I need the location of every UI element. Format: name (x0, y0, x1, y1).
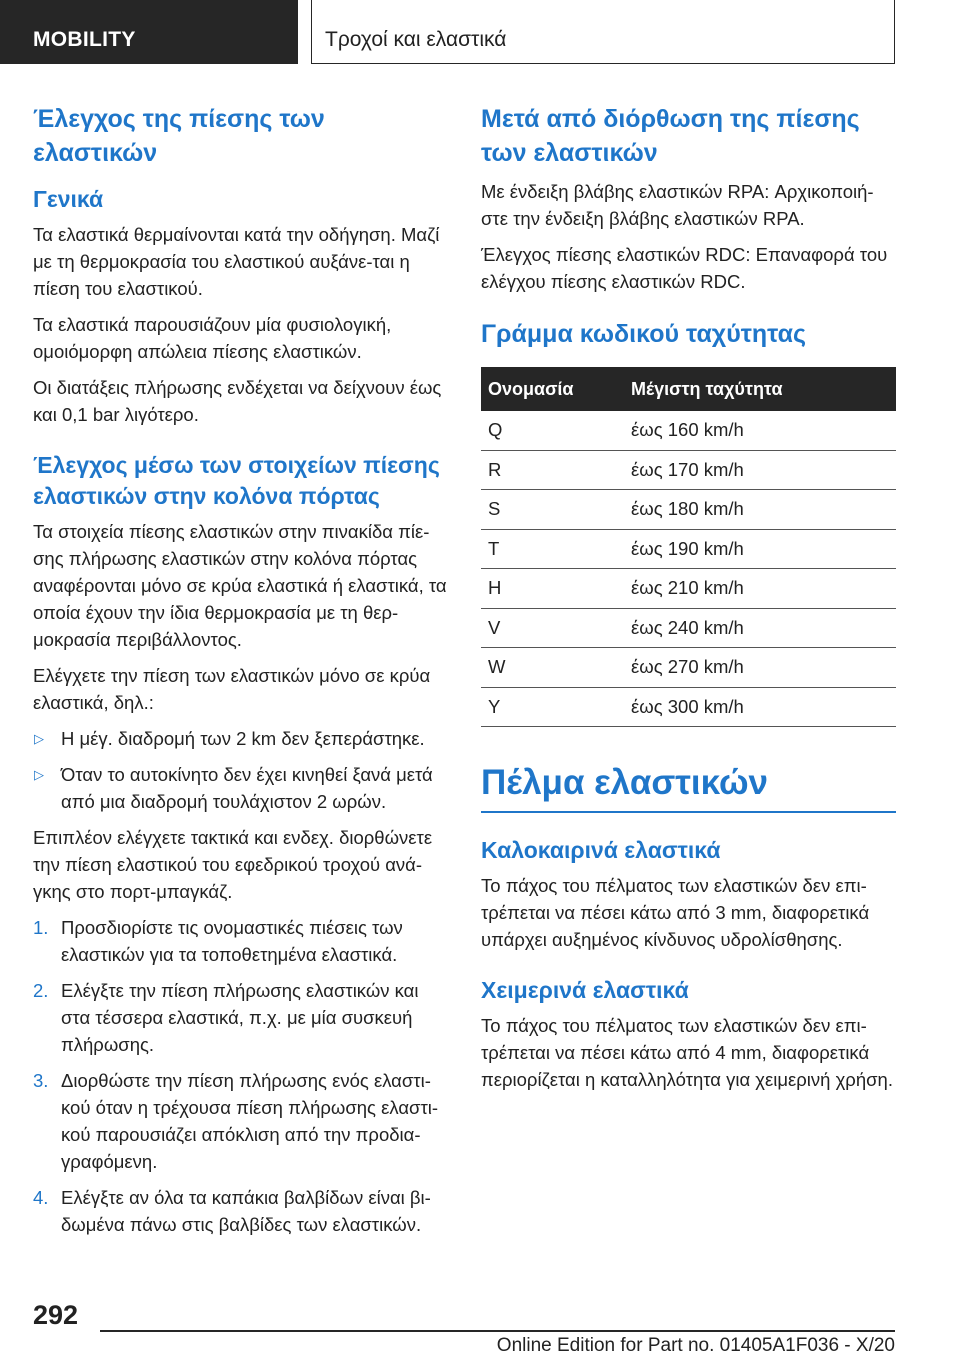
table-row: S έως 180 km/h (481, 490, 896, 530)
table-row: T έως 190 km/h (481, 529, 896, 569)
tire-pressure-heading: Έλεγχος της πίεσης των ελαστικών (33, 105, 325, 167)
step-item: 1. Προσδιορίστε τις ονομαστικές πιέσεις των ελαστικών για τα τοποθετημένα ελαστικά. (33, 917, 403, 965)
column-header: Μέγιστη ταχύτητα (631, 367, 896, 411)
chapter-title: Τροχοί και ελαστικά (311, 0, 895, 64)
speed-code-heading: Γράμμα κωδικού ταχύτητας (481, 320, 807, 348)
speed-table (481, 367, 896, 727)
general-heading: Γενικά (33, 186, 104, 212)
paragraph: Τα στοιχεία πίεσης ελαστικών στην πινακίδα πίε-σης πλήρωσης ελαστικών στην κολόνα πόρτας αναφέρονται μόνο σε κρύα ελαστικά ή ελαστικά, τα οποία έχουν την ίδια θερμοκρασία με τη θερ-μοκρασία περιβάλλοντος. (33, 521, 447, 650)
edition-footer: Online Edition for Part no. 01405A1F036 - X/20 (496, 1335, 895, 1356)
step-item: 4. Ελέγξτε αν όλα τα καπάκια βαλβίδων είναι βι-δωμένα πάνω στις βαλβίδες των ελαστικών. (33, 1187, 431, 1235)
paragraph: Οι διατάξεις πλήρωσης ενδέχεται να δείχνουν έως και 0,1 bar λιγότερο. (33, 377, 442, 425)
paragraph: Ελέγχετε την πίεση των ελαστικών μόνο σε κρύα ελαστικά, δηλ.: (33, 665, 431, 713)
paragraph: Επιπλέον ελέγχετε τακτικά και ενδεχ. διορθώνετε την πίεση ελαστικού του εφεδρικού τροχού ανά-γκης στο πορτ-μπαγκάζ. (33, 827, 433, 902)
footer-divider (100, 1330, 895, 1332)
winter-tires-heading: Χειμερινά ελαστικά (481, 977, 689, 1003)
table-row: Y έως 300 km/h (481, 687, 896, 727)
table-row: W έως 270 km/h (481, 648, 896, 688)
paragraph: Έλεγχος πίεσης ελαστικών RDC: Επαναφορά του ελέγχου πίεσης ελαστικών RDC. (481, 244, 888, 292)
door-pillar-heading: Έλεγχος μέσω των στοιχείων πίεσης ελαστικών στην κολόνα πόρτας (33, 452, 440, 509)
triangle-bullet-icon: ▷ (34, 767, 44, 782)
summer-tires-heading: Καλοκαιρινά ελαστικά (481, 837, 721, 863)
paragraph: Το πάχος του πέλματος των ελαστικών δεν επι-τρέπεται να πέσει κάτω από 4 mm, διαφορετικά περιορίζεται η καταλληλότητα για χειμερινή χρήση. (481, 1015, 893, 1090)
table-header-row (481, 367, 896, 411)
right-column (481, 102, 896, 1102)
table-row: R έως 170 km/h (481, 450, 896, 490)
after-correction-heading: Μετά από διόρθωση της πίεσης των ελαστικών (481, 105, 860, 167)
table-row: Q έως 160 km/h (481, 411, 896, 450)
page-number: 292 (33, 1300, 79, 1330)
paragraph: Τα ελαστικά θερμαίνονται κατά την οδήγηση. Μαζί με τη θερμοκρασία του ελαστικού αυξάνε-ται η πίεση του ελαστικού. (33, 224, 440, 299)
paragraph: Τα ελαστικά παρουσιάζουν μία φυσιολογική, ομοιόμορφη απώλεια πίεσης ελαστικών. (33, 314, 392, 362)
tread-heading: Πέλμα ελαστικών (481, 761, 896, 813)
left-column (33, 102, 448, 1247)
paragraph: Το πάχος του πέλματος των ελαστικών δεν επι-τρέπεται να πέσει κάτω από 3 mm, διαφορετικά υπάρχει αυξημένος κίνδυνος υδρολίσθησης. (481, 875, 870, 950)
list-item: ▷ Η μέγ. διαδρομή των 2 km δεν ξεπεράστηκε. (33, 725, 448, 752)
section-tab: MOBILITY (0, 0, 298, 64)
list-item: ▷ Όταν το αυτοκίνητο δεν έχει κινηθεί ξανά μετά από μια διαδρομή τουλάχιστον 2 ωρών. (33, 761, 448, 815)
table-row: V έως 240 km/h (481, 608, 896, 648)
column-header: Ονομασία (481, 367, 631, 411)
paragraph: Με ένδειξη βλάβης ελαστικών RPA: Αρχικοποιή-στε την ένδειξη βλάβης ελαστικών RPA. (481, 181, 874, 229)
triangle-bullet-icon: ▷ (34, 731, 44, 746)
table-row: H έως 210 km/h (481, 569, 896, 609)
step-item: 3. Διορθώστε την πίεση πλήρωσης ενός ελαστι-κού όταν η τρέχουσα πίεση πλήρωσης ελαστι-κού παρουσιάζει απόκλιση από την προδια-γραφόμενη. (33, 1070, 439, 1172)
step-item: 2. Ελέγξτε την πίεση πλήρωσης ελαστικών και στα τέσσερα ελαστικά, π.χ. με μία συσκευή πλήρωσης. (33, 980, 419, 1055)
